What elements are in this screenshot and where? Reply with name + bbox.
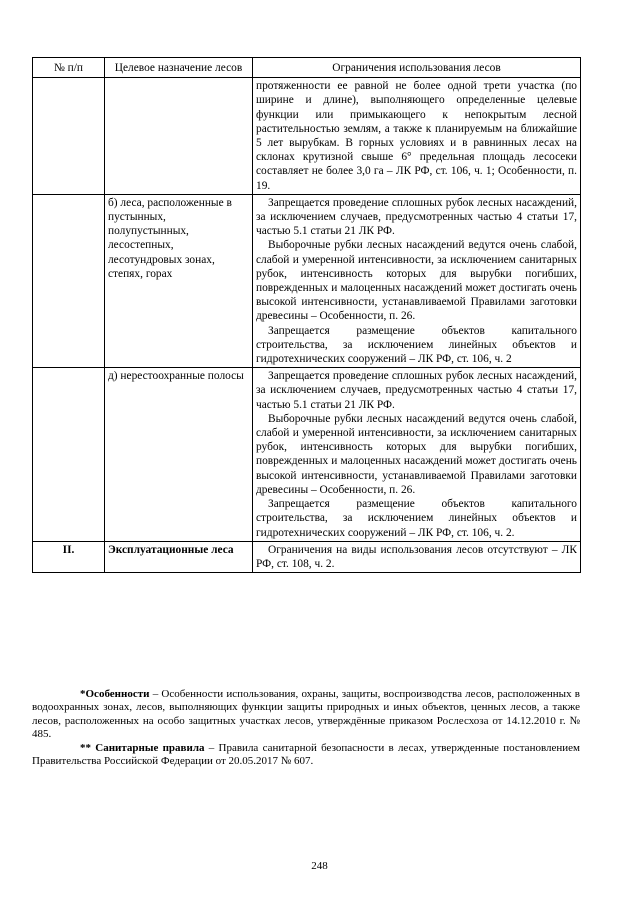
table-row: [33, 78, 581, 195]
footnote-sanitary-rules: [32, 742, 580, 769]
restriction-paragraph: Выборочные рубки лесных насаждений ведутся очень слабой, слабой и умеренной интенсивности, за исключением санитарных рубок, интенсивность которых для вырубки погибших, поврежденных и малоценных насаждений может достигать очень высокой интенсивности, устанавливаемой Правилами заготовки древесины – Особенности, п. 26.: [256, 412, 577, 496]
footnote-term: *Особенности: [80, 688, 150, 700]
row-purpose: [105, 78, 253, 195]
row-purpose: Эксплуатационные леса: [105, 541, 253, 572]
footnote-text: – Правила санитарной безопасности в лесах, утвержденные постановлением Правительства Российской Федерации от 20.05.2017 № 607.: [32, 741, 580, 768]
table-row: [33, 541, 581, 572]
row-purpose: б) леса, расположенные в пустынных, полупустынных, лесостепных, лесотундровых зонах, степях, горах: [105, 194, 253, 367]
restriction-paragraph: Запрещается проведение сплошных рубок лесных насаждений, за исключением случаев, предусмотренных частью 4 статьи 17, частью 5.1 статьи 21 ЛК РФ.: [256, 370, 577, 411]
row-num: [33, 368, 105, 541]
footnote-osobennosti: [32, 688, 580, 742]
restriction-paragraph: Выборочные рубки лесных насаждений ведутся очень слабой, слабой и умеренной интенсивности, за исключением санитарных рубок, интенсивность которых для вырубки погибших, поврежденных и малоценных насаждений может достигать очень высокой интенсивности, устанавливаемой Правилами заготовки древесины – Особенности, п. 26.: [256, 239, 577, 323]
restriction-paragraph: Запрещается размещение объектов капитального строительства, за исключением линейных объектов и гидротехнических сооружений – ЛК РФ, ст. 106, ч. 2.: [256, 498, 577, 539]
row-restrictions: [253, 194, 581, 367]
table-row: [33, 194, 581, 367]
header-num: № п/п: [33, 58, 105, 78]
header-restrictions: Ограничения использования лесов: [253, 58, 581, 78]
restriction-paragraph: протяженности ее равной не более одной трети участка (по ширине и длине), выполняющего определенные целевые функции или примыкающего к непокрытым лесной растительностью землям, а также к планируемым на ближайшие 5 лет вырубкам. В горных условиях и в равнинных лесах на склонах крутизной свыше 6° предельная площадь лесосеки составляет не более 3,0 га – ЛК РФ, ст. 106, ч. 1; Особенности, п. 19.: [256, 80, 577, 192]
page-number: 248: [311, 860, 328, 872]
header-purpose: Целевое назначение лесов: [105, 58, 253, 78]
table-row: [33, 368, 581, 541]
footnotes: [32, 688, 580, 768]
table-header-row: [33, 58, 581, 78]
row-restrictions: [253, 541, 581, 572]
row-purpose: д) нерестоохранные полосы: [105, 368, 253, 541]
footnote-text: – Особенности использования, охраны, защиты, воспроизводства лесов, расположенных в водоохранных зонах, лесов, выполняющих функции защиты природных и иных объектов, ценных лесов, а также лесов, расположенных на особо защитных участках лесов, утверждённые приказом Рослесхоза от 14.12.2010 г. № 485.: [32, 688, 580, 741]
restriction-paragraph: Запрещается проведение сплошных рубок лесных насаждений, за исключением случаев, предусмотренных частью 4 статьи 17, частью 5.1 статьи 21 ЛК РФ.: [256, 196, 577, 238]
row-restrictions: [253, 368, 581, 541]
row-num: II.: [33, 541, 105, 572]
row-num: [33, 78, 105, 195]
restriction-paragraph: Запрещается размещение объектов капитального строительства, за исключением линейных объектов и гидротехнических сооружений – ЛК РФ, ст. 106, ч. 2: [256, 324, 577, 366]
footnote-term: ** Санитарные правила: [80, 741, 205, 754]
row-num: [33, 194, 105, 367]
restriction-paragraph: Ограничения на виды использования лесов отсутствуют – ЛК РФ, ст. 108, ч. 2.: [256, 543, 577, 570]
forest-restrictions-table: [32, 57, 581, 573]
row-restrictions: [253, 78, 581, 195]
document-page: [32, 57, 580, 573]
